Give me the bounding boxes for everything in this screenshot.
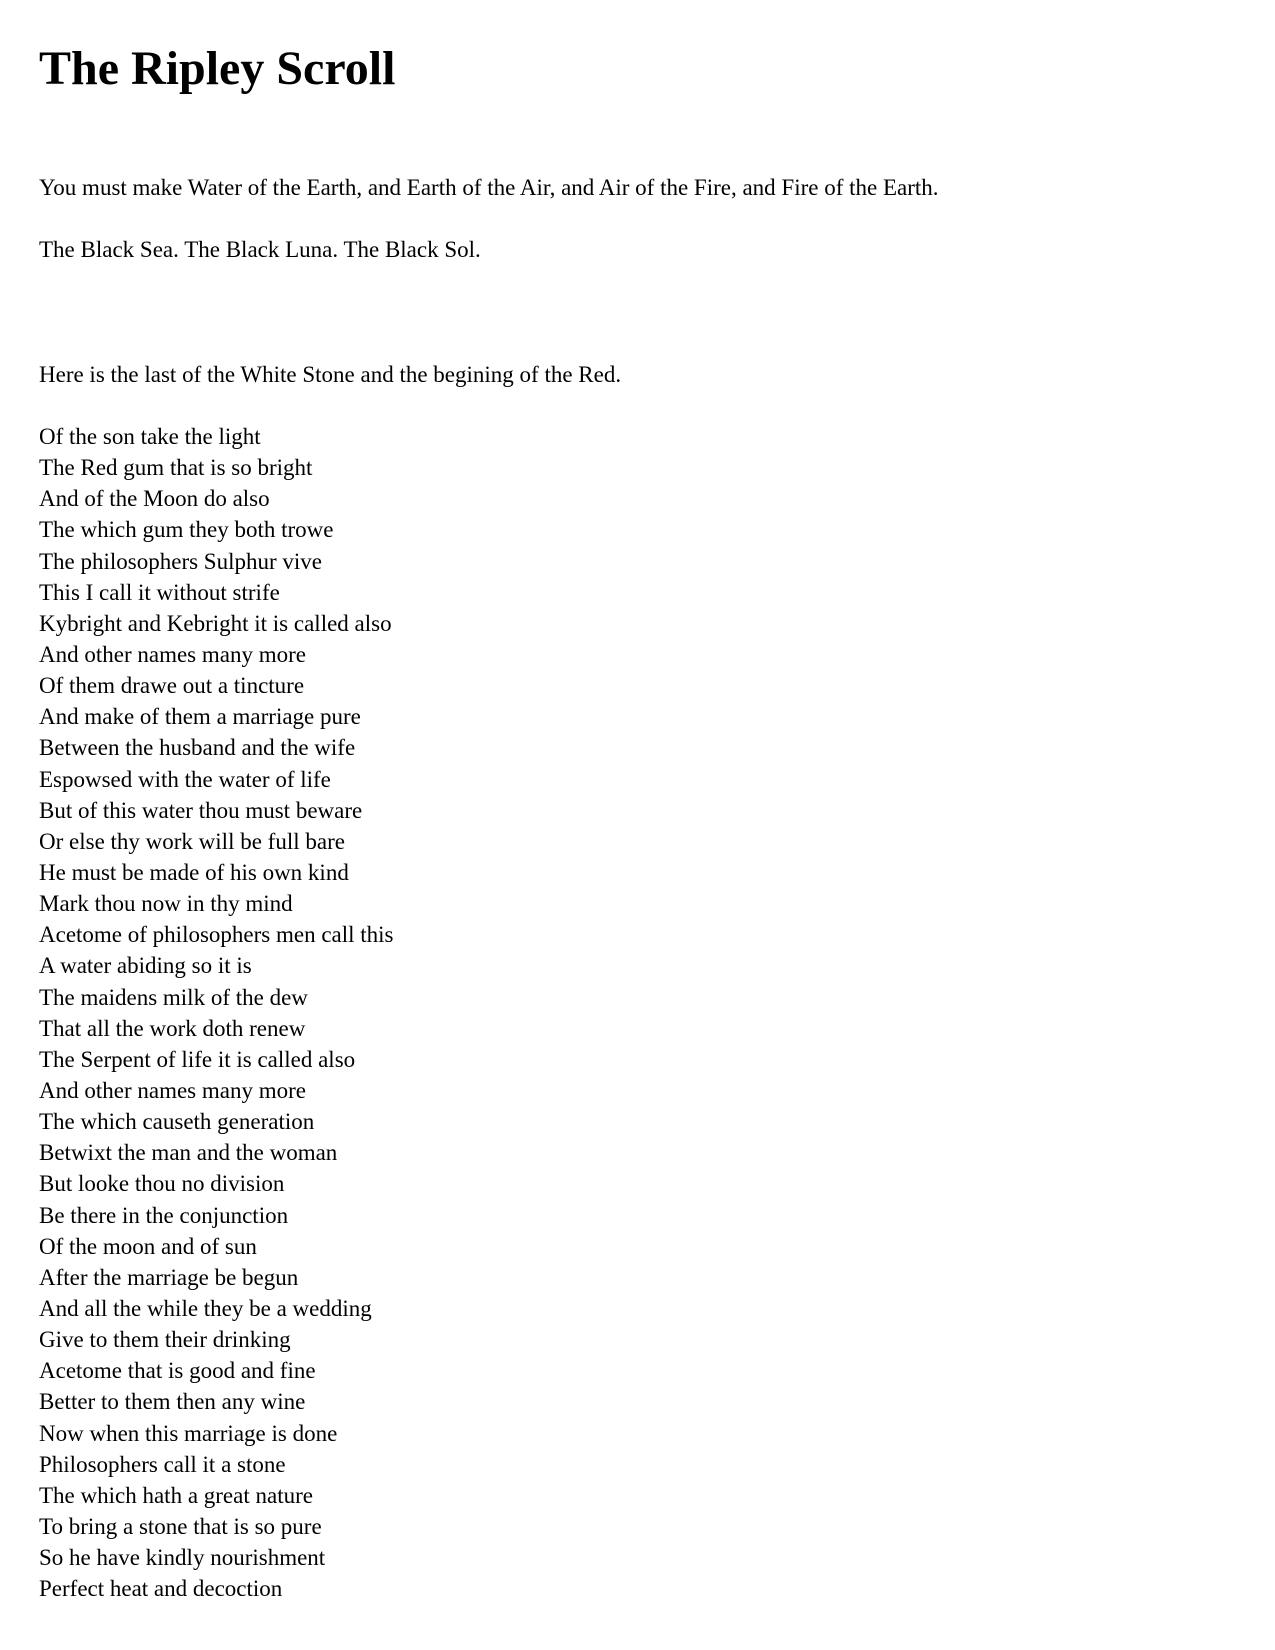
verse-line: This I call it without strife [39,579,280,605]
intro-paragraph: You must make Water of the Earth, and Earth of the Air, and Air of the Fire, and Fire of the Earth. [39,175,939,200]
verse-line: But looke thou no division [39,1171,285,1197]
verse-line: And other names many more [39,1077,306,1103]
verse-line: But of this water thou must beware [39,797,363,823]
verse-line: So he have kindly nourishment [39,1545,326,1571]
verse-line: The which hath a great nature [39,1482,313,1508]
document-title: The Ripley Scroll [39,42,396,95]
verse-line: Kybright and Kebright it is called also [39,610,392,636]
verse-line: Give to them their drinking [39,1327,291,1353]
verse-line: He must be made of his own kind [39,859,349,885]
verse-line: The Red gum that is so bright [39,455,313,481]
verse-line: And all the while they be a wedding [39,1295,372,1321]
verse-list [39,421,394,1604]
verse-line: The maidens milk of the dew [39,984,308,1010]
verse-line: Be there in the conjunction [39,1202,289,1228]
verse-line: And of the Moon do also [39,486,270,512]
verse-line: And make of them a marriage pure [39,704,361,730]
verse-line: Philosophers call it a stone [39,1451,286,1477]
verse-line: Of them drawe out a tincture [39,673,305,699]
verse-line: After the marriage be begun [39,1264,299,1290]
verse-line: To bring a stone that is so pure [39,1513,322,1539]
verse-line: Perfect heat and decoction [39,1576,283,1602]
verse-line: That all the work doth renew [39,1015,306,1041]
verse-line: Better to them then any wine [39,1389,306,1415]
verse-line: Of the moon and of sun [39,1233,257,1259]
verse-line: Between the husband and the wife [39,735,356,761]
verse-line: Betwixt the man and the woman [39,1140,338,1166]
verse-line: Acetome that is good and fine [39,1358,316,1384]
red-stone-paragraph: Here is the last of the White Stone and the begining of the Red. [39,362,622,387]
verse-line: Or else thy work will be full bare [39,828,345,854]
verse-line: The which causeth generation [39,1109,315,1135]
verse-line: Mark thou now in thy mind [39,891,293,917]
verse-line: The philosophers Sulphur vive [39,548,322,574]
verse-line: The Serpent of life it is called also [39,1046,356,1072]
verse-line: Now when this marriage is done [39,1420,338,1446]
verse-line: The which gum they both trowe [39,517,334,543]
verse-line: Acetome of philosophers men call this [39,922,394,948]
verse-line: A water abiding so it is [39,953,252,979]
verse-line: And other names many more [39,641,306,667]
black-sea-paragraph: The Black Sea. The Black Luna. The Black Sol. [39,237,481,262]
verse-line: Of the son take the light [39,424,261,449]
verse-line: Espowsed with the water of life [39,766,331,792]
